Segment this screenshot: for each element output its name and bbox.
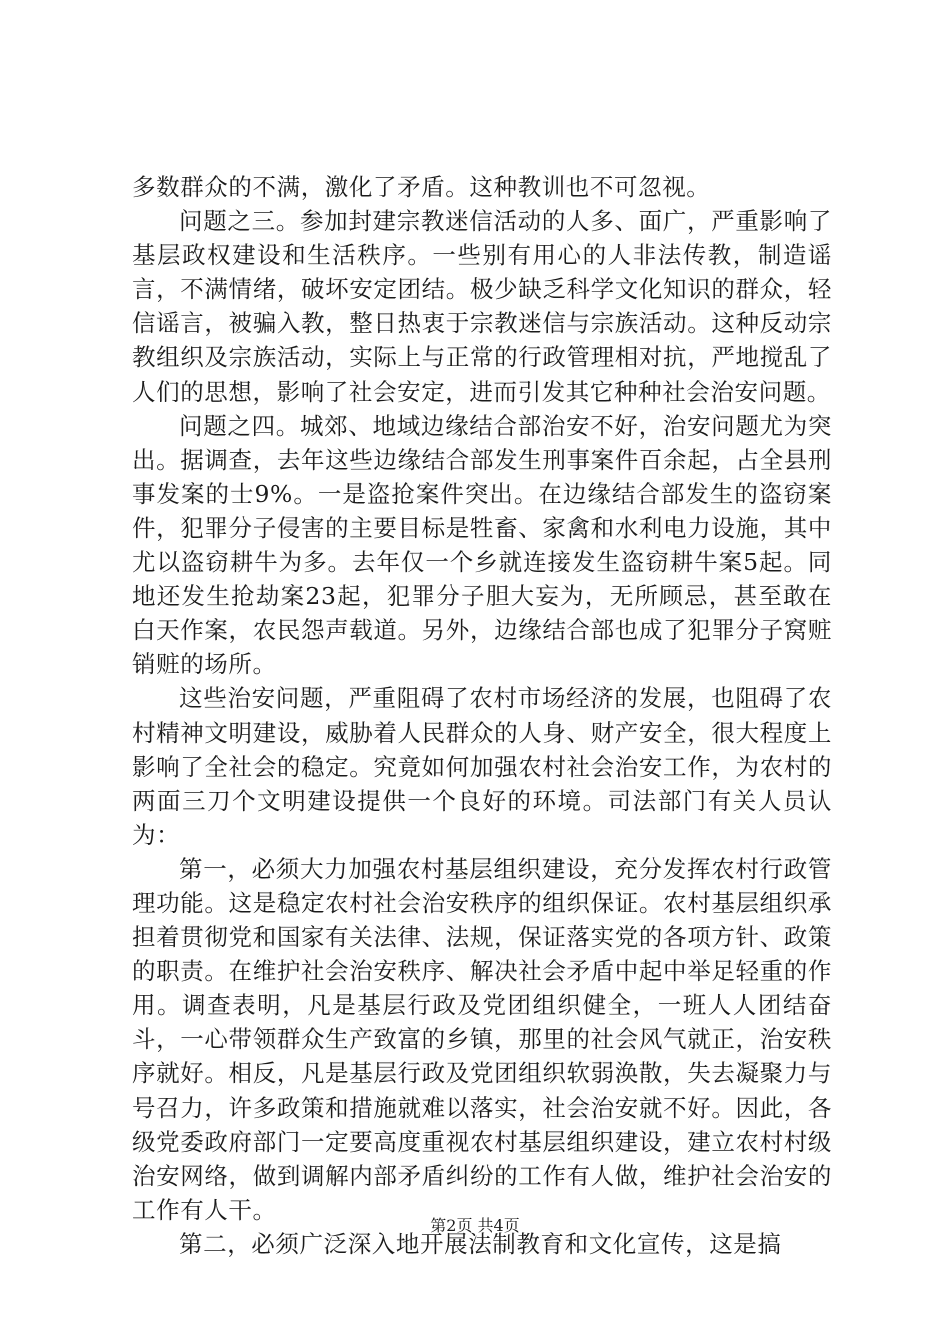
document-body	[132, 170, 832, 1261]
paragraph: 问题之四。城郊、地域边缘结合部治安不好，治安问题尤为突出。据调查，去年这些边缘结合部发生刑事案件百余起，占全县刑事发案的士9%。一是盗抢案件突出。在边缘结合部发生的盗窃案件，犯罪分子侵害的主要目标是牲畜、家禽和水利电力设施，其中尤以盗窃耕牛为多。去年仅一个乡就连接发生盗窃耕牛案5起。同地还发生抢劫案23起，犯罪分子胆大妄为，无所顾忌，甚至敢在白天作案，农民怨声载道。另外，边缘结合部也成了犯罪分子窝赃销赃的场所。	[132, 411, 832, 679]
paragraph: 这些治安问题，严重阻碍了农村市场经济的发展，也阻碍了农村精神文明建设，威胁着人民群众的人身、财产安全，很大程度上影响了全社会的稳定。究竟如何加强农村社会治安工作，为农村的两面三刀个文明建设提供一个良好的环境。司法部门有关人员认为：	[132, 684, 832, 849]
paragraph: 第一，必须大力加强农村基层组织建设，充分发挥农村行政管理功能。这是稳定农村社会治安秩序的组织保证。农村基层组织承担着贯彻党和国家有关法律、法规，保证落实党的各项方针、政策的职责。在维护社会治安秩序、解决社会矛盾中起中举足轻重的作用。调查表明，凡是基层行政及党团组织健全，一班人人团结奋斗，一心带领群众生产致富的乡镇，那里的社会风气就正，治安秩序就好。相反，凡是基层行政及党团组织软弱涣散，失去凝聚力与号召力，许多政策和措施就难以落实，社会治安就不好。因此，各级党委政府部门一定要高度重视农村基层组织建设，建立农村村级治安网络，做到调解内部矛盾纠纷的工作有人做，维护社会治安的工作有人干。	[132, 854, 832, 1224]
paragraph: 第二，必须广泛深入地开展法制教育和文化宣传，这是搞	[179, 1229, 782, 1258]
paragraph: 问题之三。参加封建宗教迷信活动的人多、面广，严重影响了基层政权建设和生活秩序。一些别有用心的人非法传教，制造谣言，不满情绪，破坏安定团结。极少缺乏科学文化知识的群众，轻信谣言，被骗入教，整日热衷于宗教迷信与宗族活动。这种反动宗教组织及宗族活动，实际上与正常的行政管理相对抗，严地搅乱了人们的思想，影响了社会安定，进而引发其它种种社会治安问题。	[132, 207, 832, 406]
page-footer: 第2页 共4页	[430, 1216, 520, 1235]
paragraph: 多数群众的不满，激化了矛盾。这种教训也不可忽视。	[132, 173, 711, 201]
